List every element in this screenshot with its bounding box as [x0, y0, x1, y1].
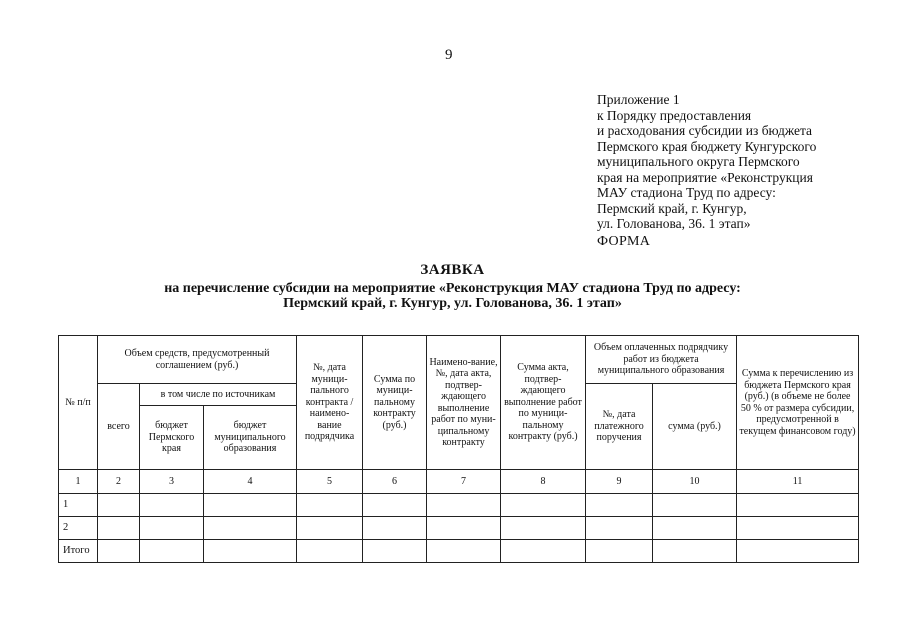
- table-cell: [737, 494, 859, 517]
- subtitle-line-1: на перечисление субсидии на мероприятие «Реконструкция МАУ стадиона Труд по адресу:: [164, 281, 741, 296]
- table-cell: [501, 494, 586, 517]
- row-label: Итого: [59, 540, 98, 563]
- table-cell: [297, 540, 363, 563]
- header-num: № п/п: [59, 336, 98, 470]
- table-cell: [297, 517, 363, 540]
- form-label: ФОРМА: [597, 234, 651, 249]
- column-number: 8: [501, 470, 586, 494]
- appendix-line: Пермский край, г. Кунгур,: [597, 200, 747, 216]
- header-act-sum: Сумма акта, подтвер-ждающего выполнение работ по муници-пальному контракту (руб.): [501, 336, 586, 470]
- table-cell: [653, 540, 737, 563]
- column-number: 6: [363, 470, 427, 494]
- table-cell: [427, 517, 501, 540]
- header-paid-sum: сумма (руб.): [653, 384, 737, 470]
- header-budget-municipal: бюджет муниципального образования: [204, 406, 297, 470]
- table-cell: [586, 494, 653, 517]
- appendix-line: края на мероприятие «Реконструкция: [597, 169, 813, 185]
- appendix-line: и расходования субсидии из бюджета: [597, 123, 813, 138]
- column-number: 9: [586, 470, 653, 494]
- table-cell: [737, 540, 859, 563]
- header-act-name: Наимено-вание, №, дата акта, подтвер-ждающего выполнение работ по муни-ципальному контракту: [427, 336, 501, 470]
- column-number: 11: [737, 470, 859, 494]
- application-table: [58, 335, 859, 563]
- document-subtitle: [120, 282, 785, 311]
- table-cell: [427, 540, 501, 563]
- appendix-block: [597, 92, 897, 232]
- appendix-line: муниципального округа Пермского: [597, 154, 800, 169]
- header-funds-group: Объем средств, предусмотренный соглашением (руб.): [98, 336, 297, 384]
- table-cell: [204, 494, 297, 517]
- table-cell: [204, 540, 297, 563]
- table-cell: [501, 517, 586, 540]
- row-label: 2: [59, 517, 98, 540]
- table-cell: [363, 494, 427, 517]
- table-cell: [204, 517, 297, 540]
- table-cell: [427, 494, 501, 517]
- subtitle-line-2: Пермский край, г. Кунгур, ул. Голованова, 36. 1 этап»: [283, 295, 622, 311]
- header-contract-sum: Сумма по муници-пальному контракту (руб.): [363, 336, 427, 470]
- header-sources: в том числе по источникам: [140, 384, 297, 406]
- table-cell: [653, 494, 737, 517]
- table-row: [59, 517, 859, 540]
- table-cell: [98, 517, 140, 540]
- column-number: 3: [140, 470, 204, 494]
- page-number: 9: [445, 47, 453, 63]
- table-cell: [586, 517, 653, 540]
- table-cell: [737, 517, 859, 540]
- table-cell: [140, 517, 204, 540]
- column-number: 10: [653, 470, 737, 494]
- column-number: 2: [98, 470, 140, 494]
- table-cell: [98, 540, 140, 563]
- table-cell: [586, 540, 653, 563]
- column-number: 5: [297, 470, 363, 494]
- table-row: [59, 494, 859, 517]
- header-contract: №, дата муници-пального контракта / наимено-вание подрядчика: [297, 336, 363, 470]
- table-cell: [140, 494, 204, 517]
- document-title: ЗАЯВКА: [420, 262, 485, 278]
- appendix-line: Пермского края бюджету Кунгурского: [597, 138, 817, 154]
- appendix-line: Приложение 1: [597, 92, 680, 107]
- header-budget-region: бюджет Пермского края: [140, 406, 204, 470]
- header-total: всего: [98, 384, 140, 470]
- table-cell: [363, 540, 427, 563]
- column-number: 4: [204, 470, 297, 494]
- table-cell: [501, 540, 586, 563]
- table-cell: [98, 494, 140, 517]
- table-cell: [363, 517, 427, 540]
- row-label: 1: [59, 494, 98, 517]
- header-paid-group: Объем оплаченных подрядчику работ из бюджета муниципального образования: [586, 336, 737, 384]
- header-transfer: Сумма к перечислению из бюджета Пермского края (руб.) (в объеме не более 50 % от размера субсидии, предусмотренной в текущем финансовом году): [737, 336, 859, 470]
- column-number: 7: [427, 470, 501, 494]
- table-cell: [297, 494, 363, 517]
- appendix-line: ул. Голованова, 36. 1 этап»: [597, 216, 751, 231]
- table-row-total: [59, 540, 859, 563]
- appendix-line: МАУ стадиона Труд по адресу:: [597, 185, 776, 200]
- table-cell: [653, 517, 737, 540]
- appendix-line: к Порядку предоставления: [597, 107, 752, 123]
- header-payment-order: №, дата платежного поручения: [586, 384, 653, 470]
- column-numbers-row: [59, 470, 859, 494]
- table-cell: [140, 540, 204, 563]
- column-number: 1: [59, 470, 98, 494]
